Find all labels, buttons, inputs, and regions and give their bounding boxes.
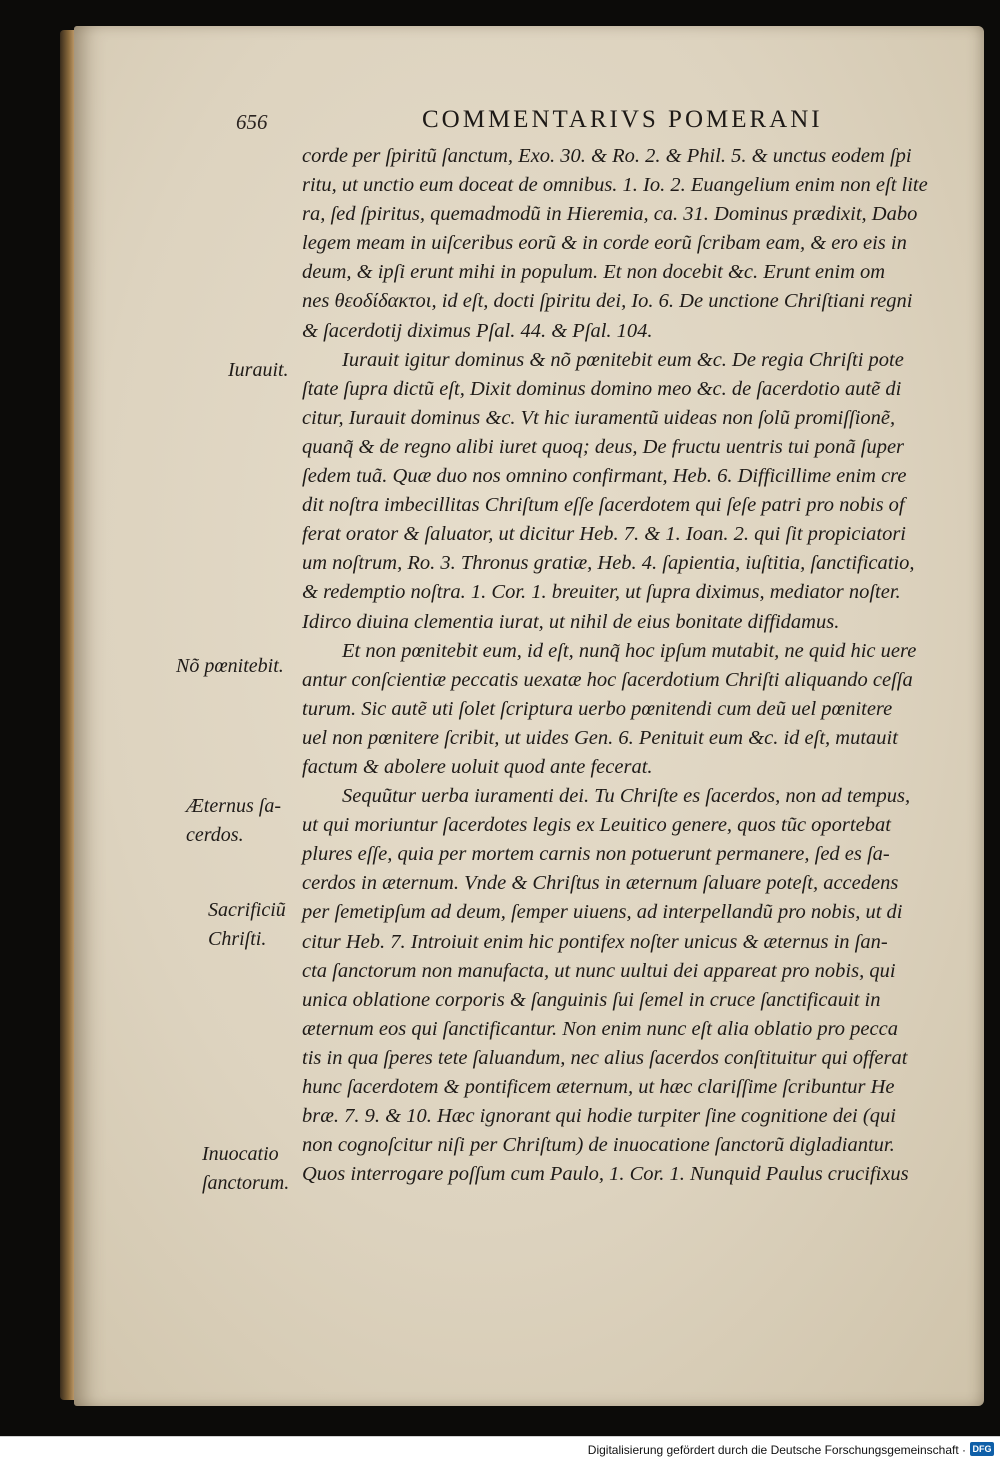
text-line: æternum eos qui ſanctificantur. Non enim nunc eſt alia oblatio pro pecca xyxy=(302,1017,898,1040)
text-line: ſtate ſupra dictũ eſt, Dixit dominus domino meo &c. de ſacerdotio autẽ di xyxy=(302,377,902,400)
margin-note-iurauit: Iurauit. xyxy=(228,359,289,381)
text-line: per ſemetipſum ad deum, ſemper uiuens, ad interpellandũ pro nobis, ut di xyxy=(302,901,903,924)
text-line: Idirco diuina clementia iurat, ut nihil de eius bonitate diffidamus. xyxy=(302,610,840,633)
margin-note-aeternus-sacerdos: Æternus ſa- cerdos. xyxy=(186,795,281,846)
running-title: COMMENTARIVS POMERANI xyxy=(422,106,823,133)
text-line: deum, & ipſi erunt mihi in populum. Et non docebit &c. Erunt enim om xyxy=(302,261,886,284)
text-line: citur Heb. 7. Introiuit enim hic pontifex noſter unicus & æternus in ſan- xyxy=(302,930,888,953)
text-line: quanq̃ & de regno alibi iuret quoq; deus, De fructu uentris tui ponã ſuper xyxy=(302,435,905,458)
text-line: nes θεοδίδακτοι, id eſt, docti ſpiritu dei, Io. 6. De unctione Chriſtiani regni xyxy=(302,290,913,313)
text-line: ferat orator & ſaluator, ut dicitur Heb. 7. & 1. Ioan. 2. qui ſit propiciatori xyxy=(302,523,906,546)
margin-note-inuocatio-sanctorum: Inuocatio ſanctorum. xyxy=(202,1143,290,1194)
text-line: ra, ſed ſpiritus, quemadmodũ in Hieremia, ca. 31. Dominus prædixit, Dabo xyxy=(302,203,918,226)
text-line: bræ. 7. 9. & 10. Hæc ignorant qui hodie turpiter ſine cognitione dei (qui xyxy=(302,1105,896,1128)
text-line: tis in qua ſperes tete ſaluandum, nec alius ſacerdos conſtituitur qui offerat xyxy=(302,1046,908,1069)
text-line: non cognoſcitur niſi per Chriſtum) de inuocatione ſanctorũ digladiantur. xyxy=(302,1134,895,1157)
digitization-footer xyxy=(0,1436,1000,1463)
text-line: Et non pœnitebit eum, id eſt, nunq̃ hoc ipſum mutabit, ne quid hic uere xyxy=(342,639,917,662)
main-text-block xyxy=(302,142,968,1189)
text-line: antur conſcientiæ peccatis uexatæ hoc ſacerdotium Chriſti aliquando ceſſa xyxy=(302,668,913,691)
text-line: factum & abolere uoluit quod ante fecerat. xyxy=(302,755,653,778)
text-line: hunc ſacerdotem & pontificem æternum, ut hæc clariſſime ſcribuntur He xyxy=(302,1076,895,1098)
text-line: citur, Iurauit dominus &c. Vt hic iuramentũ uideas non ſolũ promiſſionẽ, xyxy=(302,406,896,429)
margin-note-no-poenitebit: Nõ pœnitebit. xyxy=(176,655,284,677)
text-line: cta ſanctorum non manufacta, ut nunc uultui dei appareat pro nobis, qui xyxy=(302,959,896,982)
text-line: legem meam in uiſceribus eorũ & in corde eorũ ſcribam eam, & ero eis in xyxy=(302,232,907,255)
text-line: uel non pœnitere ſcribit, ut uides Gen. 6. Penituit eum &c. id eſt, mutauit xyxy=(302,726,898,749)
text-line: Quos interrogare poſſum cum Paulo, 1. Cor. 1. Nunquid Paulus crucifixus xyxy=(302,1163,909,1186)
text-line: plures eſſe, quia per mortem carnis non potuerunt permanere, ſed es ſa- xyxy=(302,843,890,866)
margin-note-sacrificium-christi: Sacrificiũ Chriſti. xyxy=(208,899,286,950)
dfg-logo-icon: DFG xyxy=(970,1442,994,1456)
text-line: corde per ſpiritũ ſanctum, Exo. 30. & Ro. 2. & Phil. 5. & unctus eodem ſpi xyxy=(302,145,912,167)
text-line: dit noſtra imbecillitas Chriſtum eſſe ſacerdotem qui ſeſe patri pro nobis of xyxy=(302,494,905,517)
funding-credit: Digitalisierung gefördert durch die Deutsche Forschungsgemeinschaft · xyxy=(587,1443,966,1457)
text-line: unica oblatione corporis & ſanguinis ſui ſemel in cruce ſanctificauit in xyxy=(302,988,881,1011)
text-line: ritu, ut unctio eum doceat de omnibus. 1. Io. 2. Euangelium enim non eſt lite xyxy=(302,174,928,197)
text-line: ut qui moriuntur ſacerdotes legis ex Leuitico genere, quos tũc oportebat xyxy=(302,814,891,837)
text-line: um noſtrum, Ro. 3. Thronus gratiæ, Heb. 4. ſapientia, iuſtitia, ſanctificatio, xyxy=(302,552,915,575)
page-number: 656 xyxy=(236,110,268,134)
text-line: cerdos in æternum. Vnde & Chriſtus in æternum ſaluare poteſt, accedens xyxy=(302,872,899,895)
text-line: & redemptio noſtra. 1. Cor. 1. breuiter, ut ſupra diximus, mediator noſter. xyxy=(302,581,901,604)
text-line: Iurauit igitur dominus & nõ pœnitebit eum &c. De regia Chriſti pote xyxy=(342,348,904,371)
text-line: turum. Sic autẽ uti ſolet ſcriptura uerbo pœnitendi cum deũ uel pœnitere xyxy=(302,697,893,720)
text-line: & ſacerdotij diximus Pſal. 44. & Pſal. 104. xyxy=(302,319,653,342)
text-line: Sequũtur uerba iuramenti dei. Tu Chriſte es ſacerdos, non ad tempus, xyxy=(342,785,911,808)
text-line: ſedem tuã. Quæ duo nos omnino confirmant, Heb. 6. Difficillime enim cre xyxy=(302,465,907,488)
